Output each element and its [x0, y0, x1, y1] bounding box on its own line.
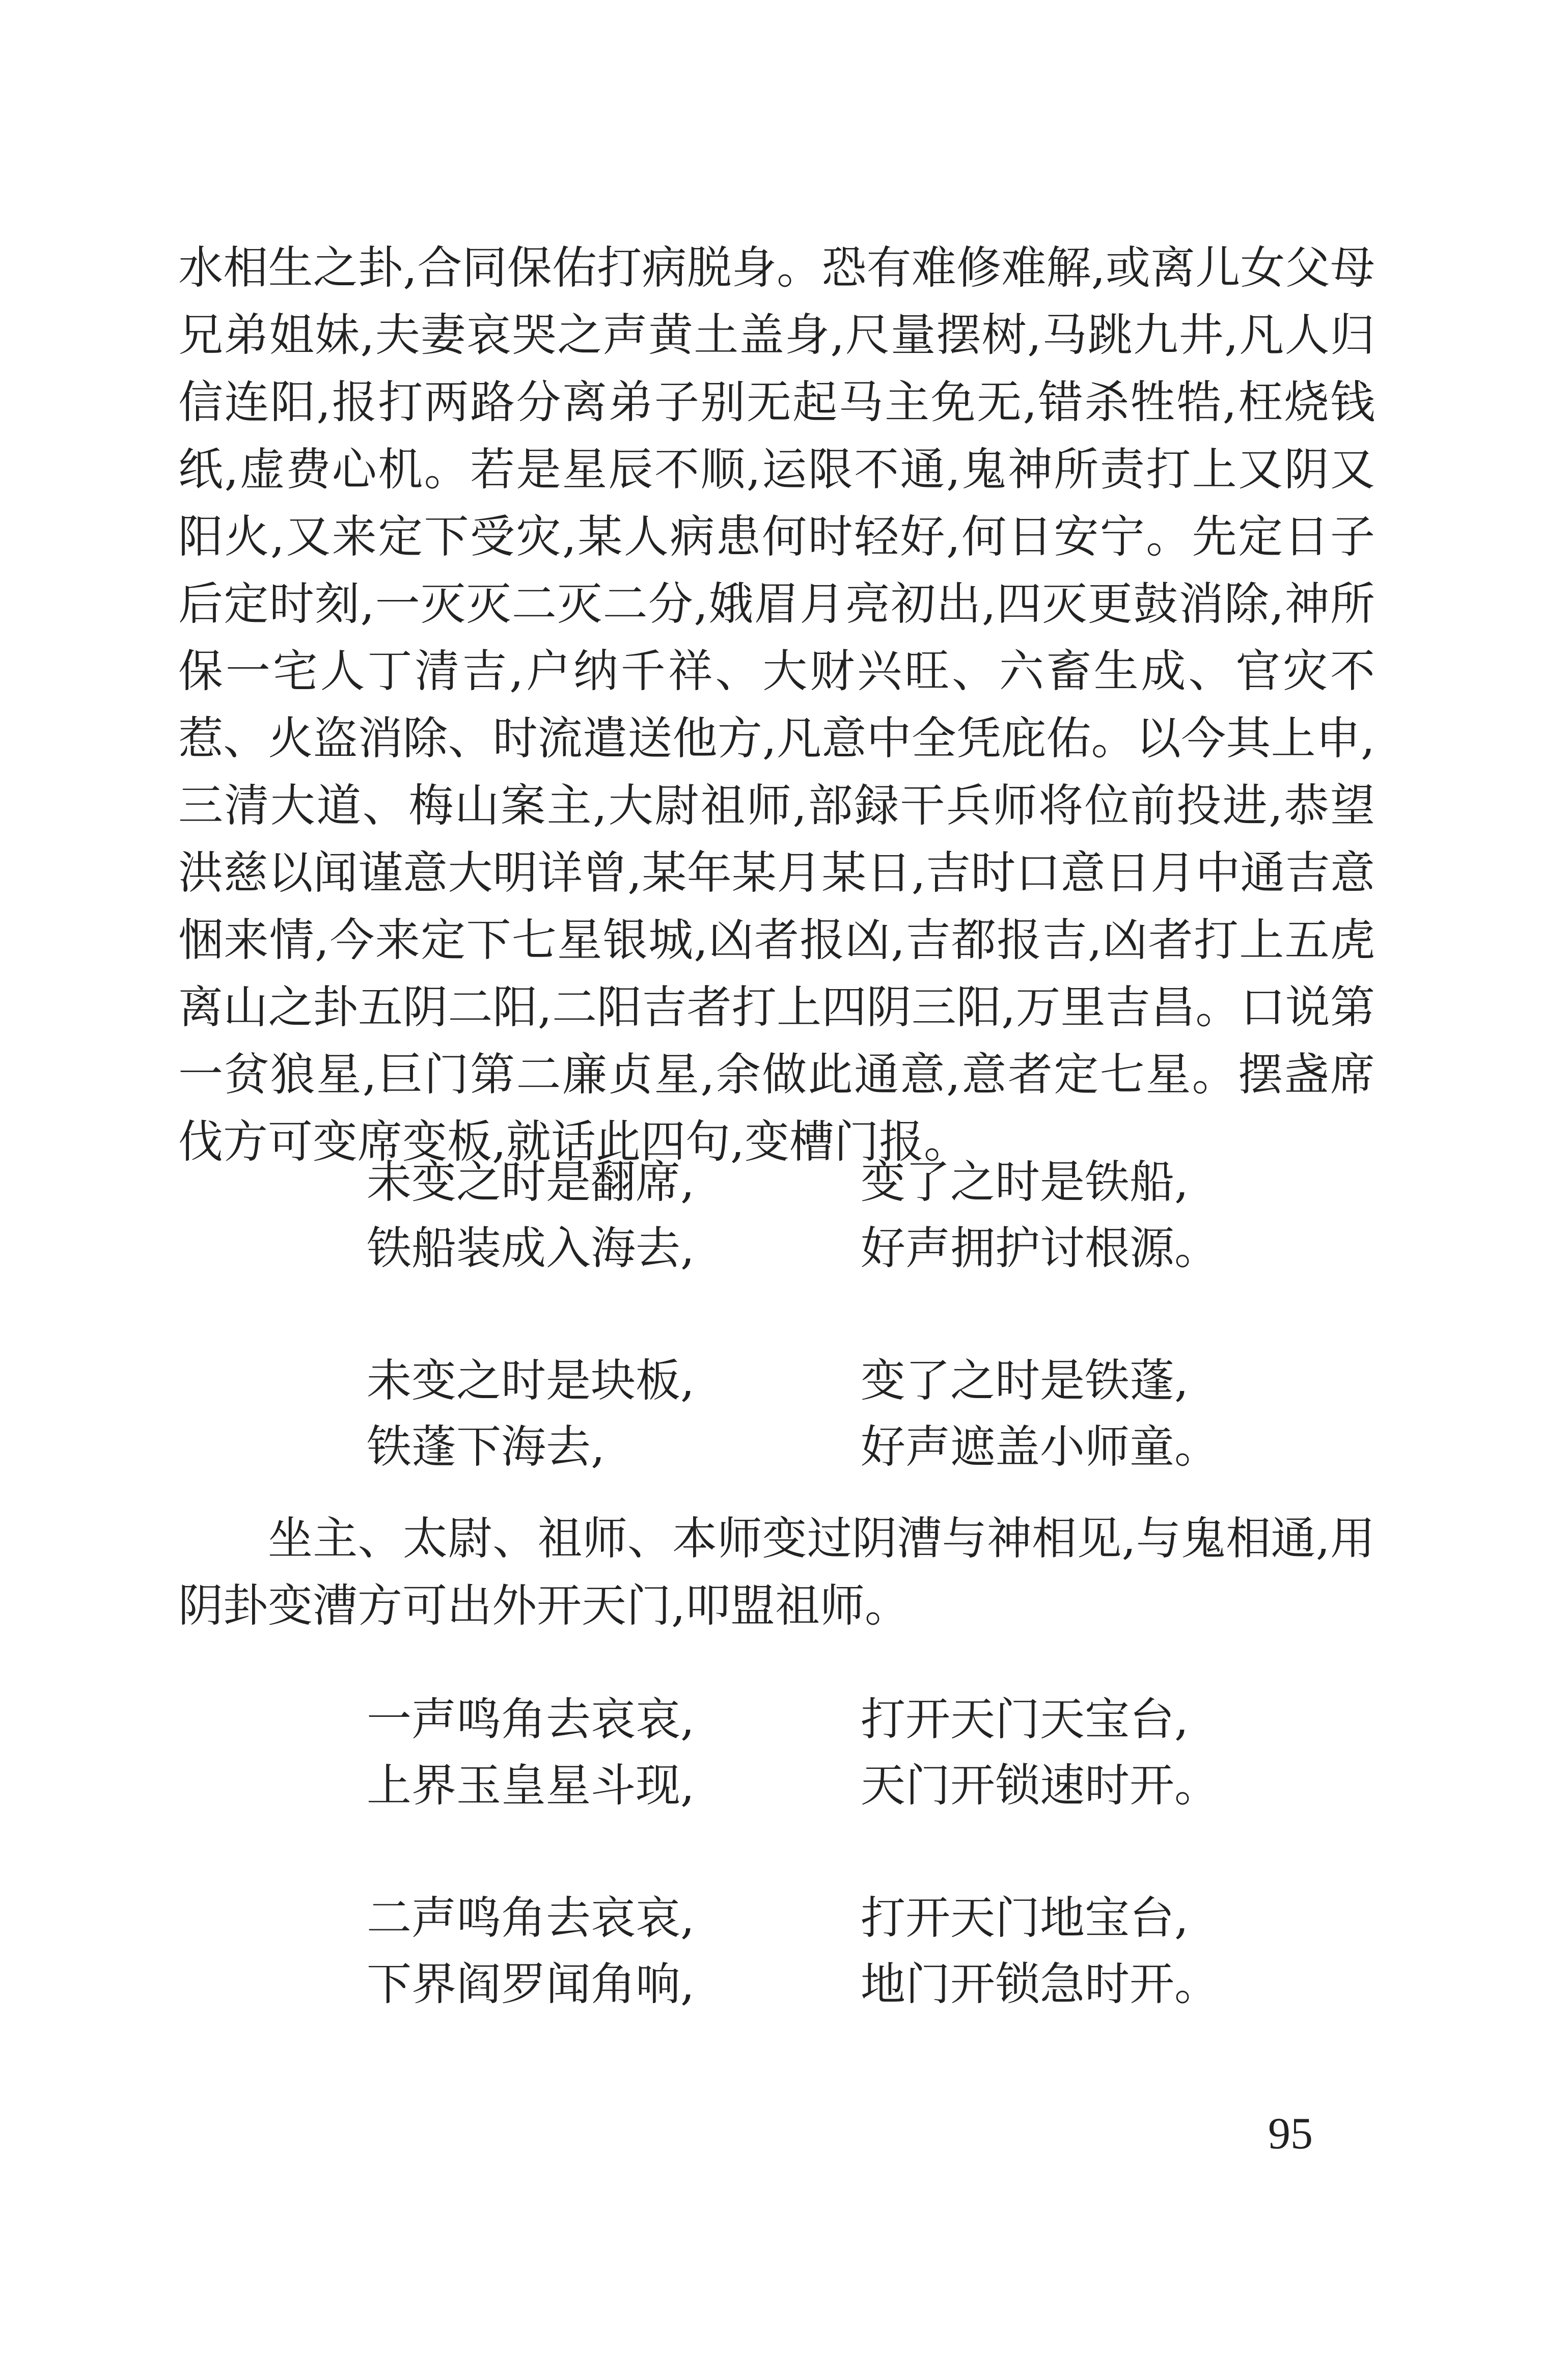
- verse-right: 地门开锁急时开。: [861, 1958, 1220, 2010]
- verse-left: 上界玉皇星斗现,: [367, 1759, 695, 1812]
- verse-left: 未变之时是块板,: [367, 1354, 695, 1407]
- verse-left: 下界阎罗闻角响,: [367, 1958, 695, 2010]
- verse-line: [0, 1215, 1568, 1282]
- paragraph-ritual-text: 水相生之卦,合同保佑打病脱身。恐有难修难解,或离儿女父母兄弟姐妹,夫妻哀哭之声黄土盖身,尺量摆树,马跳九井,凡人归信连阳,报打两路分离弟子别无起马主免无,错杀牲牿,枉烧钱纸,虚费心机。若是星辰不顺,运限不通,鬼神所责打上又阴又阳火,又来定下受灾,某人病患何时轻好,何日安宁。先定日子后定时刻,一灭灭二灭二分,娥眉月亮初出,四灭更鼓消除,神所保一宅人丁清吉,户纳千祥、大财兴旺、六畜生成、官灾不惹、火盗消除、时流遣送他方,凡意中全凭庇佑。以今其上申,三清大道、梅山案主,大尉祖师,部録干兵师将位前投进,恭望洪慈以闻谨意大明详曾,某年某月某日,吉时口意日月中通吉意悃来情,今来定下七星银城,凶者报凶,吉都报吉,凶者打上五虎离山之卦五阴二阳,二阳吉者打上四阴三阳,万里吉昌。口说第一贫狼星,巨门第二廉贞星,余做此通意,意者定七星。摆盏席伐方可变席变板,就话此四句,变槽门报。: [178, 241, 1375, 1168]
- verse-line: [0, 1347, 1568, 1414]
- page-number: 95: [1268, 2109, 1313, 2158]
- verse-line: [0, 1413, 1568, 1481]
- verse-left: 铁船装成入海去,: [367, 1222, 695, 1274]
- verse-left: 未变之时是翻席,: [367, 1156, 695, 1208]
- verse-left: 铁蓬下海去,: [367, 1420, 605, 1473]
- verse-right: 变了之时是铁船,: [861, 1156, 1189, 1208]
- verse-line: [0, 1149, 1568, 1216]
- verse-right: 打开天门地宝台,: [861, 1892, 1189, 1944]
- verse-line: [0, 1752, 1568, 1819]
- verse-right: 好声遮盖小师童。: [861, 1420, 1220, 1473]
- verse-right: 好声拥护讨根源。: [861, 1222, 1220, 1274]
- paragraph-open-heaven-gate: 坐主、太尉、祖师、本师变过阴漕与神相见,与鬼相通,用阴卦变漕方可出外开天门,叩盟祖师。: [178, 1512, 1375, 1632]
- verse-right: 变了之时是铁蓬,: [861, 1354, 1189, 1407]
- verse-line: [0, 1951, 1568, 2018]
- verse-right: 天门开锁速时开。: [861, 1759, 1220, 1812]
- verse-line: [0, 1884, 1568, 1952]
- verse-left: 一声鸣角去哀哀,: [367, 1693, 695, 1745]
- verse-left: 二声鸣角去哀哀,: [367, 1892, 695, 1944]
- verse-line: [0, 1686, 1568, 1753]
- verse-right: 打开天门天宝台,: [861, 1693, 1189, 1745]
